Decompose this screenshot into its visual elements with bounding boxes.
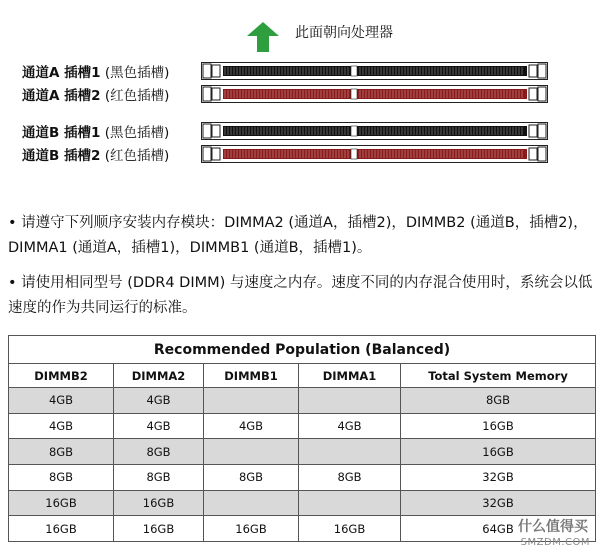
table-cell: 4GB (9, 413, 114, 439)
table-row (9, 388, 596, 414)
dimm-slot-a2 (201, 85, 548, 103)
table-cell: 32GB (401, 465, 596, 491)
table-cell: 16GB (299, 516, 401, 542)
slot-label-b1 (22, 121, 169, 141)
table-cell: 4GB (299, 413, 401, 439)
slot-color-note: (黑色插槽) (104, 65, 170, 81)
slot-color-note: (红色插槽) (104, 88, 170, 104)
table-cell: 8GB (401, 388, 596, 414)
column-header: DIMMA1 (299, 364, 401, 388)
bullet-mark: • (8, 275, 17, 291)
table-cell: 8GB (114, 439, 204, 465)
cpu-direction-note: 此面朝向处理器 (295, 25, 393, 41)
table-cell: 8GB (299, 465, 401, 491)
install-order-note (8, 211, 598, 261)
table-header-row (9, 364, 596, 388)
table-cell: 4GB (114, 388, 204, 414)
table-cell: 4GB (9, 388, 114, 414)
table-cell: 32GB (401, 490, 596, 516)
table-cell: 4GB (114, 413, 204, 439)
table-cell: 16GB (114, 490, 204, 516)
slot-color-note: (黑色插槽) (104, 125, 170, 141)
dimm-slot-b2 (201, 145, 548, 163)
table-cell: 8GB (114, 465, 204, 491)
slot-label-a2 (22, 84, 169, 104)
slot-label-a1 (22, 61, 169, 81)
slot-color-note: (红色插槽) (104, 148, 170, 164)
population-table (8, 335, 596, 542)
table-cell: 16GB (204, 516, 299, 542)
bullet-text: 请使用相同型号 (DDR4 DIMM) 与速度之内存。速度不同的内存混合使用时，系统会以低速度的作为共同运行的标准。 (8, 275, 593, 316)
slot-channel: 通道A 插槽2 (22, 88, 101, 104)
table-cell: 8GB (9, 439, 114, 465)
table-row (9, 490, 596, 516)
table-cell: 16GB (9, 490, 114, 516)
table-cell: 16GB (114, 516, 204, 542)
table-cell: 16GB (401, 413, 596, 439)
watermark-logo-text: 什么值得买 (518, 519, 588, 535)
column-header: Total System Memory (401, 364, 596, 388)
table-cell: 16GB (9, 516, 114, 542)
watermark-site: SMZDM.COM (520, 537, 590, 548)
dimm-slot-a1 (201, 62, 548, 80)
slot-channel: 通道A 插槽1 (22, 65, 101, 81)
table-title: Recommended Population (Balanced) (9, 336, 596, 364)
watermark (496, 514, 596, 554)
table-row (9, 439, 596, 465)
table-row (9, 413, 596, 439)
bullet-text: 请遵守下列顺序安装内存模块：DIMMA2 (通道A，插槽2)，DIMMB2 (通道B，插槽2)，DIMMA1 (通道A，插槽1)，DIMMB1 (通道B，插槽1)。 (8, 215, 588, 256)
column-header: DIMMB2 (9, 364, 114, 388)
up-arrow-icon (247, 22, 279, 52)
table-cell: 8GB (204, 465, 299, 491)
table-cell: 16GB (401, 439, 596, 465)
table-cell (204, 388, 299, 414)
table-cell (204, 439, 299, 465)
table-cell (299, 439, 401, 465)
slot-label-b2 (22, 144, 169, 164)
table-cell: 64GB (401, 516, 596, 542)
dimm-slot-b1 (201, 122, 548, 140)
table-cell (299, 388, 401, 414)
table-cell: 4GB (204, 413, 299, 439)
column-header: DIMMA2 (114, 364, 204, 388)
column-header: DIMMB1 (204, 364, 299, 388)
table-cell (299, 490, 401, 516)
table-cell (204, 490, 299, 516)
slot-channel: 通道B 插槽2 (22, 148, 101, 164)
bullet-mark: • (8, 215, 17, 231)
same-model-note (8, 271, 598, 321)
table-cell: 8GB (9, 465, 114, 491)
table-row (9, 465, 596, 491)
slot-channel: 通道B 插槽1 (22, 125, 101, 141)
